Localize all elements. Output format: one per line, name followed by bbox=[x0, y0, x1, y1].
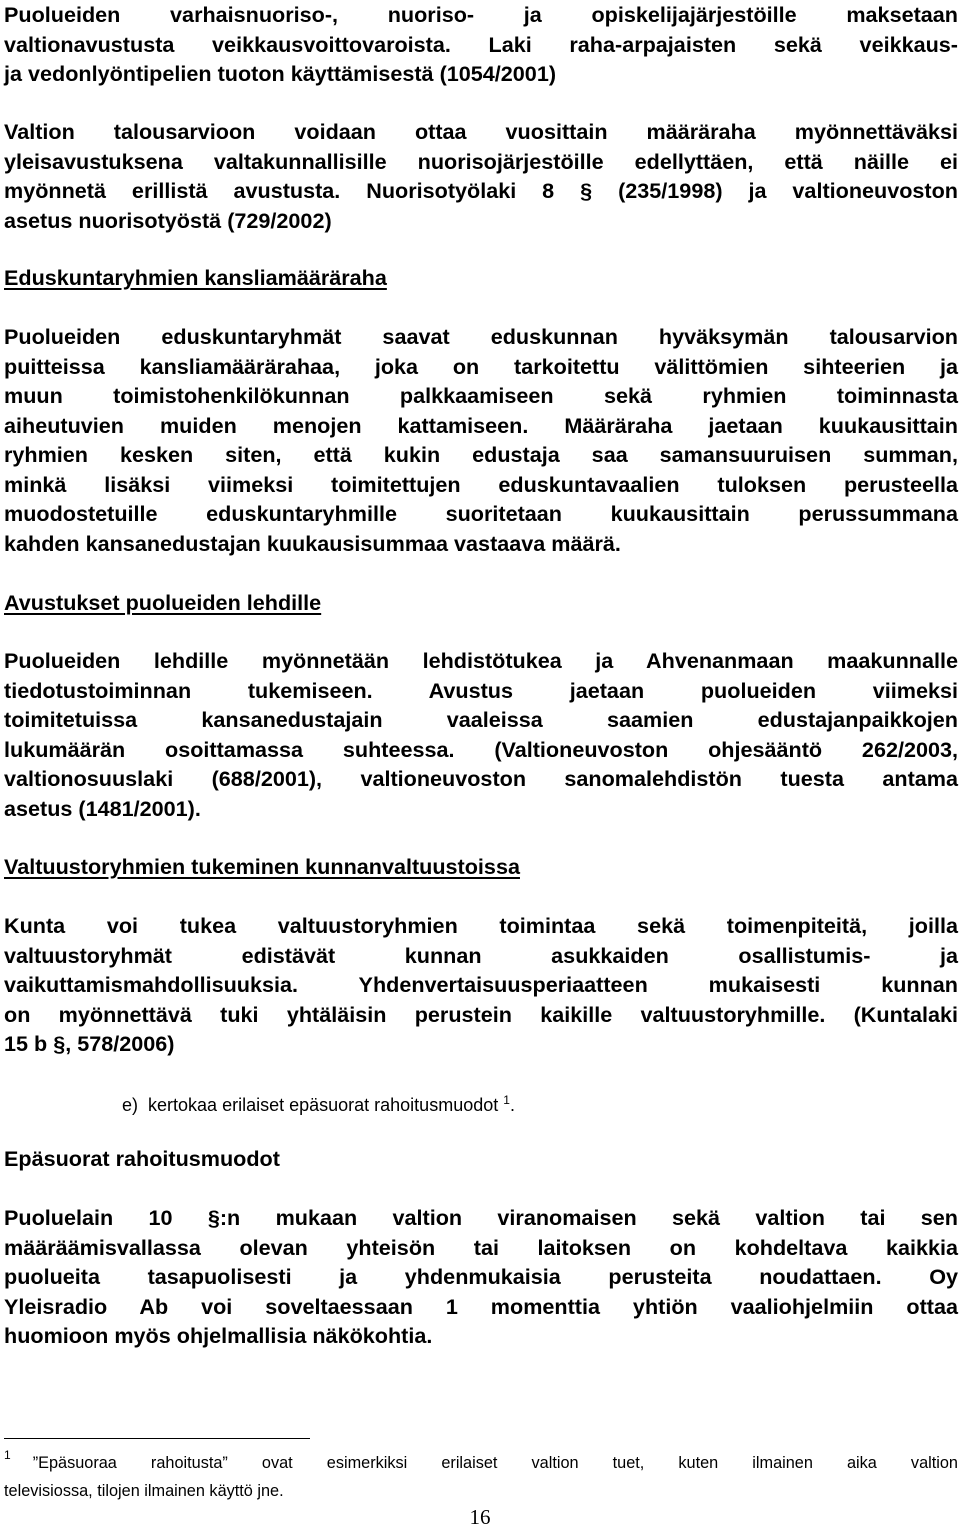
text-line: on myönnettävä tuki yhtäläisin perustein kaikille valtuustoryhmille. (Kuntalaki bbox=[4, 1001, 958, 1027]
text-line: minkä lisäksi viimeksi toimitettujen eduskuntavaalien tuloksen perusteella bbox=[4, 471, 958, 497]
text-line: Puoluelain 10 §:n mukaan valtion viranomaisen sekä valtion tai sen bbox=[4, 1205, 958, 1230]
text-line: tiedotustoiminnan tukemiseen. Avustus jaetaan puolueiden viimeksi bbox=[4, 677, 958, 703]
section-heading-office-appropriation: Eduskuntaryhmien kansliamääräraha bbox=[4, 265, 387, 290]
list-item-end: . bbox=[509, 1095, 515, 1115]
text-line: puitteissa kansliamäärärahaa, joka on tarkoitettu välittömien sihteerien ja bbox=[4, 353, 958, 379]
text-line: muodostetuille eduskuntaryhmille suoritetaan kuukausittain perussummana bbox=[4, 501, 958, 526]
text-line: lukumäärän osoittamassa suhteessa. (Valtioneuvoston ohjesääntö 262/2003, bbox=[4, 736, 958, 762]
footnote-line: televisiossa, tilojen ilmainen käyttö jne. bbox=[4, 1482, 284, 1500]
section-heading-indirect-funding: Epäsuorat rahoitusmuodot bbox=[4, 1146, 280, 1171]
footnote-line bbox=[4, 1450, 958, 1478]
footnote-text: ”Epäsuoraa rahoitusta” ovat esimerkiksi erilaiset valtion tuet, kuten ilmainen aika valtion bbox=[32, 1454, 958, 1472]
footnote-marker: 1 bbox=[4, 1448, 11, 1462]
text-line: vaikuttamismahdollisuuksia. Yhdenvertaisuusperiaatteen mukaisesti kunnan bbox=[4, 972, 958, 997]
paragraph-general-grant bbox=[4, 117, 958, 235]
section-heading-party-newspapers: Avustukset puolueiden lehdille bbox=[4, 590, 322, 615]
text-line: valtionavustusta veikkausvoittovaroista. Laki raha-arpajaisten sekä veikkaus- bbox=[4, 31, 958, 57]
paragraph-party-law bbox=[4, 1203, 958, 1351]
list-item-text: kertokaa erilaiset epäsuorat rahoitusmuodot bbox=[148, 1095, 499, 1115]
footnote bbox=[4, 1450, 958, 1505]
text-line: 15 b §, 578/2006) bbox=[4, 1031, 175, 1056]
text-line: asetus nuorisotyöstä (729/2002) bbox=[4, 207, 332, 233]
text-line: Yleisradio Ab voi soveltaessaan 1 momenttia yhtiön vaaliohjelmiin ottaa bbox=[4, 1293, 958, 1319]
paragraph-parliamentary-groups bbox=[4, 322, 958, 558]
text-line: yleisavustuksena valtakunnallisille nuorisojärjestöille edellyttäen, että näille ei bbox=[4, 148, 958, 174]
paragraph-press-subsidy bbox=[4, 646, 958, 823]
text-line: kahden kansanedustajan kuukausisummaa vastaava määrä. bbox=[4, 530, 621, 556]
text-line: huomioon myös ohjelmallisia näkökohtia. bbox=[4, 1323, 433, 1348]
paragraph-municipal-support bbox=[4, 911, 958, 1059]
text-line: valtionosuuslaki (688/2001), valtioneuvoston sanomalehdistön tuesta antama bbox=[4, 766, 958, 791]
text-line: valtuustoryhmät edistävät kunnan asukkaiden osallistumis- ja bbox=[4, 942, 958, 968]
text-line: aiheutuvien muiden menojen kattamiseen. Määräraha jaetaan kuukausittain bbox=[4, 412, 958, 438]
footnote-separator bbox=[4, 1438, 310, 1439]
text-line: puolueita tasapuolisesti ja yhdenmukaisia perusteita noudattaen. Oy bbox=[4, 1264, 958, 1289]
text-line: asetus (1481/2001). bbox=[4, 795, 201, 821]
page-number: 16 bbox=[469, 1505, 491, 1529]
paragraph-youth-organizations bbox=[4, 0, 958, 89]
text-line: ryhmien kesken siten, että kukin edustaja saa samansuuruisen summan, bbox=[4, 442, 958, 467]
footnote-reference[interactable]: 1 bbox=[503, 1093, 510, 1107]
text-line: toimitetuissa kansanedustajain vaaleissa saamien edustajanpaikkojen bbox=[4, 707, 958, 732]
text-line: muun toimistohenkilökunnan palkkaamiseen sekä ryhmien toiminnasta bbox=[4, 383, 958, 408]
text-line: määräämisvallassa olevan yhteisön tai laitoksen on kohdeltava kaikkia bbox=[4, 1234, 958, 1260]
text-line: Puolueiden lehdille myönnetään lehdistötukea ja Ahvenanmaan maakunnalle bbox=[4, 648, 958, 673]
question-item-e bbox=[122, 1087, 515, 1118]
text-line: Valtion talousarvioon voidaan ottaa vuosittain määräraha myönnettäväksi bbox=[4, 119, 958, 144]
text-line: Puolueiden eduskuntaryhmät saavat eduskunnan hyväksymän talousarvion bbox=[4, 324, 958, 349]
text-line: Puolueiden varhaisnuoriso-, nuoriso- ja opiskelijajärjestöille maksetaan bbox=[4, 2, 958, 27]
text-line: myönnetä erillistä avustusta. Nuorisotyölaki 8 § (235/1998) ja valtioneuvoston bbox=[4, 178, 958, 203]
list-marker: e) bbox=[122, 1095, 139, 1115]
text-line: ja vedonlyöntipelien tuoton käyttämisestä (1054/2001) bbox=[4, 61, 557, 86]
section-heading-council-groups: Valtuustoryhmien tukeminen kunnanvaltuustoissa bbox=[4, 854, 520, 879]
text-line: Kunta voi tukea valtuustoryhmien toimintaa sekä toimenpiteitä, joilla bbox=[4, 913, 958, 938]
